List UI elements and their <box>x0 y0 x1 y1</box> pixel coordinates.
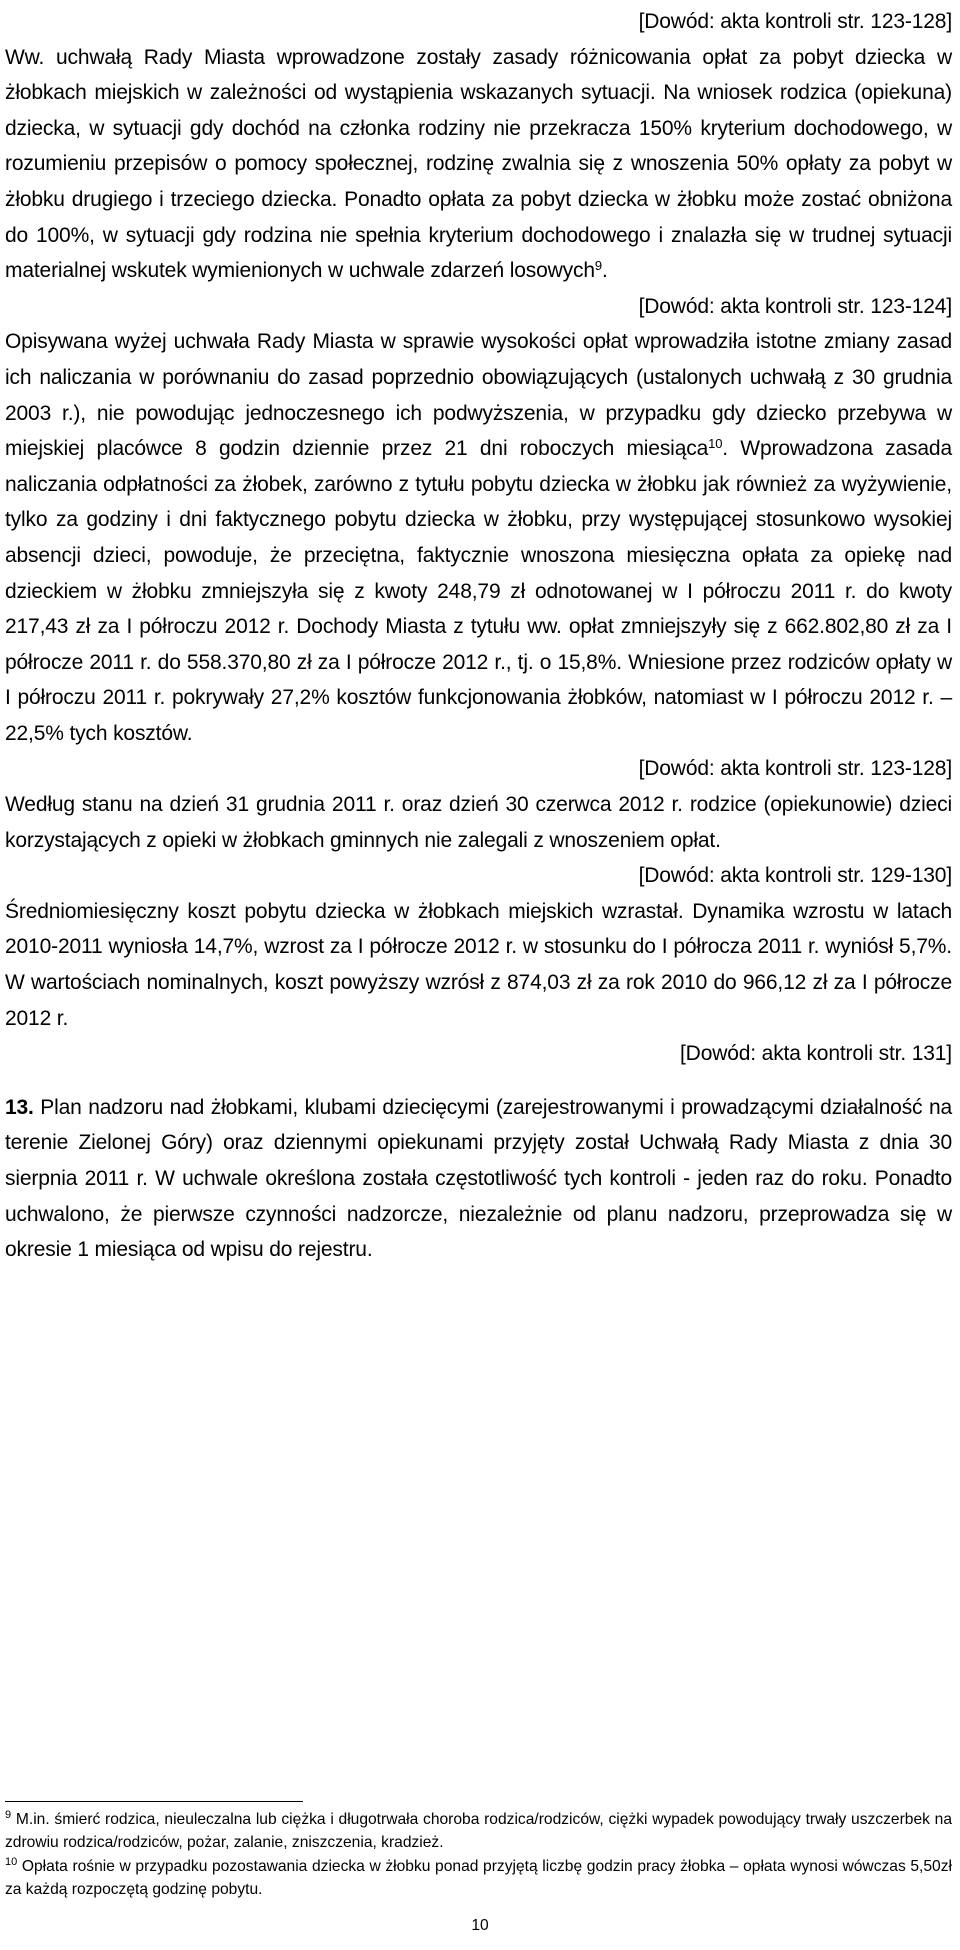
footnote-10 <box>5 1855 952 1902</box>
main-text <box>5 4 952 1268</box>
section-number: 13. <box>5 1095 34 1119</box>
footnote-mark: 9 <box>5 1809 12 1821</box>
paragraph: Średniomiesięczny koszt pobytu dziecka w żłobkach miejskich wzrastał. Dynamika wzrostu w latach 2010-2011 wyniosła 14,7%, wzrost za I półrocze 2012 r. w stosunku do I półrocza 2011 r. wyniósł 5,7%. W wartościach nominalnych, koszt powyższy wzrósł z 874,03 zł za rok 2010 do 966,12 zł za I półrocze 2012 r. <box>5 899 952 1030</box>
evidence-reference: [Dowód: akta kontroli str. 123-128] <box>638 757 952 781</box>
evidence-reference: [Dowód: akta kontroli str. 131] <box>680 1042 952 1066</box>
footnote-text: M.in. śmierć rodzica, nieuleczalna lub ciężka i długotrwała choroba rodzica/rodziców, ciężki wypadek powodujący trwały uszczerbek na zdrowiu rodzica/rodziców, pożar, zalanie, zniszczenia, kradzież. <box>5 1811 952 1852</box>
evidence-reference: [Dowód: akta kontroli str. 129-130] <box>638 864 952 888</box>
footnote-mark: 10 <box>5 1855 18 1868</box>
paragraph-text: Ww. uchwałą Rady Miasta wprowadzone zostały zasady różnicowania opłat za pobyt dziecka w żłobkach miejskich w zależności od wystąpienia wskazanych sytuacji. Na wniosek rodzica (opiekuna) dziecka, w sytuacji gdy dochód na członka rodziny nie przekracza 150% kryterium dochodowego, w rozumieniu przepisów o pomocy społecznej, rodzinę zwalnia się z wnoszenia 50% opłaty za pobyt w żłobku drugiego i trzeciego dziecka. Ponadto opłata za pobyt dziecka w żłobku może zostać obniżona do 100%, w sytuacji gdy rodzina nie spełnia kryterium dochodowego i znalazła się w trudnej sytuacji materialnej wskutek wymienionych w uchwale zdarzeń losowych <box>5 45 952 283</box>
paragraph-text: . Wprowadzona zasada naliczania odpłatności za żłobek, zarówno z tytułu pobytu dziecka w żłobku jak również za wyżywienie, tylko za godziny i dni faktycznego pobytu dziecka w żłobku, przy występującej stosunkowo wysokiej absencji dzieci, powoduje, że przeciętna, faktycznie wnoszona miesięczna opłata za opiekę nad dzieckiem w żłobku zmniejszyła się z kwoty 248,79 zł odnotowanej w I półroczu 2011 r. do kwoty 217,43 zł za I półroczu 2012 r. Dochody Miasta z tytułu ww. opłat zmniejszyły się z 662.802,80 zł za I półrocze 2011 r. do 558.370,80 zł za I półrocze 2012 r., tj. o 15,8%. Wniesione przez rodziców opłaty w I półroczu 2011 r. pokrywały 27,2% kosztów funkcjonowania żłobków, natomiast w I półroczu 2012 r. – 22,5% tych kosztów. <box>5 437 952 745</box>
paragraph <box>5 40 952 289</box>
evidence-reference: [Dowód: akta kontroli str. 123-128] <box>638 10 952 33</box>
paragraph-text: Plan nadzoru nad żłobkami, klubami dziecięcymi (zarejestrowanymi i prowadzącymi działalność na terenie Zielonej Góry) oraz dziennymi opiekunami przyjęty został Uchwałą Rady Miasta z dnia 30 sierpnia 2011 r. W uchwale określona została częstotliwość tych kontroli - jeden raz do roku. Ponadto uchwalono, że pierwsze czynności nadzorcze, niezależnie od planu nadzoru, przeprowadza się w okresie 1 miesiąca od wpisu do rejestru. <box>5 1095 952 1262</box>
paragraph: Według stanu na dzień 31 grudnia 2011 r. oraz dzień 30 czerwca 2012 r. rodzice (opiekunowie) dzieci korzystających z opieki w żłobkach gminnych nie zalegali z wnoszeniem opłat. <box>5 793 952 852</box>
footnote-separator <box>5 1801 303 1802</box>
paragraph-text: Opisywana wyżej uchwała Rady Miasta w sprawie wysokości opłat wprowadziła istotne zmiany zasad ich naliczania w porównaniu do zasad poprzednio obowiązujących (ustalonych uchwałą z 30 grudnia 2003 r.), nie powodując jednoczesnego ich podwyższenia, w przypadku gdy dziecko przebywa w miejskiej placówce 8 godzin dziennie przez 21 dni roboczych miesiąca <box>5 330 952 461</box>
footnote-9 <box>5 1808 952 1855</box>
footnote-text: Opłata rośnie w przypadku pozostawania dziecka w żłobku ponad przyjętą liczbę godzin pracy żłobka – opłata wynosi wówczas 5,50zł za każdą rozpoczętą godzinę pobytu. <box>5 1857 952 1899</box>
footnote-reference[interactable]: 10 <box>708 436 723 452</box>
paragraph-gap <box>5 1072 952 1090</box>
numbered-paragraph <box>5 1090 952 1268</box>
paragraph <box>5 324 952 751</box>
footnote-reference[interactable]: 9 <box>594 258 603 274</box>
paragraph-text: . <box>602 259 608 283</box>
evidence-reference: [Dowód: akta kontroli str. 123-124] <box>638 294 952 318</box>
page-number: 10 <box>471 1917 489 1934</box>
footnotes <box>5 1808 952 1902</box>
